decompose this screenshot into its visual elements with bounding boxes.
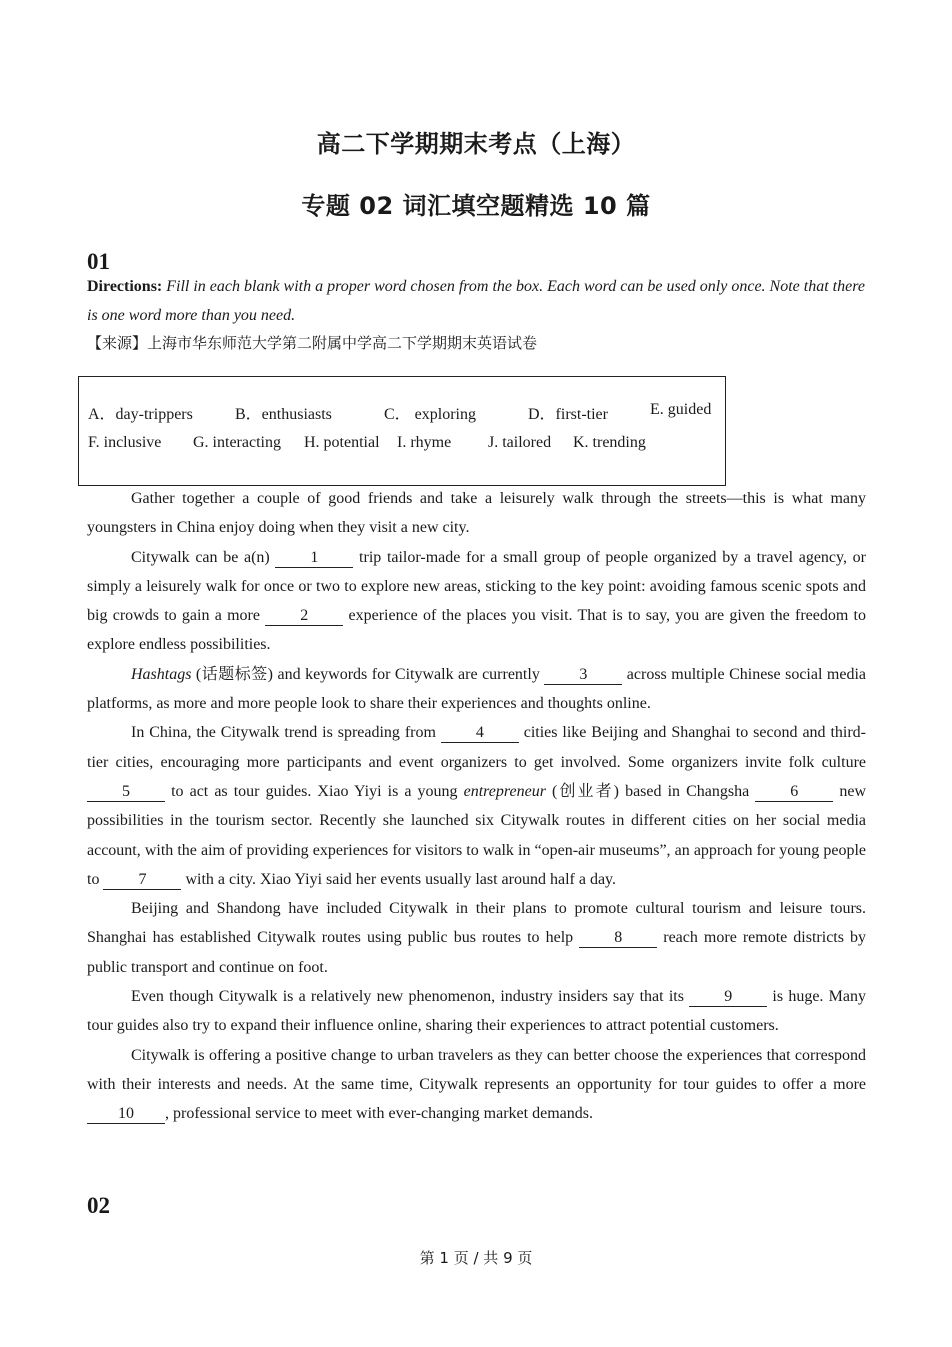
paragraph-text: In China, the Citywalk trend is spreading from — [131, 724, 441, 742]
paragraph — [87, 543, 866, 660]
directions — [87, 272, 867, 330]
blank-4[interactable]: 4 — [441, 724, 519, 743]
option-d: D．first-tier — [528, 406, 608, 423]
blank-2[interactable]: 2 — [265, 607, 343, 626]
blank-10[interactable]: 10 — [87, 1105, 165, 1124]
paragraph-text: cities like Beijing and Shanghai to second and third-tier cities, encouraging more participants and event organizers to get involved. Some organizers invite folk culture — [87, 724, 867, 771]
paragraph-text: to act as tour guides. Xiao Yiyi is a young — [165, 782, 464, 800]
paragraph-text: Gather together a couple of good friends and take a leisurely walk through the streets—this is what many youngsters in China enjoy doing when they visit a new city. — [87, 490, 866, 537]
directions-text: Fill in each blank with a proper word chosen from the box. Each word can be used only once. Note that there is one word more than you need. — [87, 278, 865, 324]
paragraph-text: (创业者) based in Changsha — [545, 782, 756, 800]
paragraph-text: Even though Citywalk is a relatively new phenomenon, industry insiders say that its — [131, 988, 690, 1006]
italic-term: Hashtags — [131, 665, 192, 683]
paragraph — [87, 894, 866, 982]
paragraph-text: new possibilities in the tourism sector. Recently she launched six Citywalk routes in different cities on her social media account, with the aim of providing experiences for visitors to walk in “open-air museums”, an approach for young people to — [87, 782, 866, 888]
paragraph — [87, 1041, 866, 1129]
option-k: K. trending — [573, 434, 646, 451]
paragraph-text: trip tailor-made for a small group of people organized by a travel agency, or simply a leisurely walk for once or two to explore new areas, sticking to the key point: avoiding famous scenic spots and big crowds to gain a more — [87, 548, 866, 625]
paragraph — [87, 660, 866, 719]
blank-7[interactable]: 7 — [103, 871, 181, 890]
option-e: E. guided — [650, 401, 712, 418]
option-a: A．day-trippers — [88, 406, 193, 423]
option-f: F. inclusive — [88, 434, 162, 451]
option-h: H. potential — [304, 434, 380, 451]
section-number-02: 02 — [87, 1193, 110, 1218]
word-box — [78, 376, 726, 486]
paragraph-text: across multiple Chinese social media platforms, as more and more people look to share their experiences and thoughts online. — [87, 665, 866, 713]
paragraph-text: Citywalk is offering a positive change to urban travelers as they can better choose the experiences that correspond with their interests and needs. At the same time, Citywalk represents an opportunity for tour guides to offer a more — [87, 1046, 866, 1093]
paragraph — [87, 982, 866, 1041]
page-footer: 第 1 页 / 共 9 页 — [419, 1249, 533, 1267]
paragraph-text: Citywalk can be a(n) — [131, 548, 276, 566]
section-number-01: 01 — [87, 249, 110, 274]
article-body — [87, 484, 866, 1129]
paragraph — [87, 484, 866, 543]
blank-1[interactable]: 1 — [275, 549, 353, 568]
option-b: B．enthusiasts — [235, 406, 332, 423]
paragraph-text: is huge. Many tour guides also try to expand their influence online, sharing their experiences to attract potential customers. — [87, 988, 866, 1035]
paragraph-text: experience of the places you visit. That is to say, you are given the freedom to explore endless possibilities. — [87, 607, 867, 654]
blank-5[interactable]: 5 — [87, 783, 165, 802]
blank-3[interactable]: 3 — [544, 666, 622, 685]
page-subtitle: 专题 02 词汇填空题精选 10 篇 — [301, 192, 651, 220]
paragraph-text: with a city. Xiao Yiyi said her events usually last around half a day. — [181, 870, 617, 888]
italic-term: entrepreneur — [463, 782, 546, 800]
source-line: 【来源】上海市华东师范大学第二附属中学高二下学期期末英语试卷 — [87, 334, 538, 352]
option-g: G. interacting — [193, 434, 281, 451]
paragraph-text: (话题标签) and keywords for Citywalk are currently — [191, 665, 545, 683]
paragraph-text: , professional service to meet with ever-changing market demands. — [165, 1105, 593, 1123]
blank-6[interactable]: 6 — [755, 783, 833, 802]
page-title: 高二下学期期末考点（上海） — [316, 130, 636, 158]
blank-8[interactable]: 8 — [579, 929, 657, 948]
blank-9[interactable]: 9 — [689, 988, 767, 1007]
paragraph-text: Beijing and Shandong have included Citywalk in their plans to promote cultural tourism and leisure tours. Shanghai has established Citywalk routes using public bus routes to help — [87, 900, 866, 947]
option-c: C． exploring — [384, 406, 476, 423]
option-i: I. rhyme — [397, 434, 452, 451]
option-j: J. tailored — [488, 434, 552, 451]
directions-label: Directions: — [87, 278, 163, 295]
paragraph-text: reach more remote districts by public transport and continue on foot. — [87, 929, 867, 976]
paragraph — [87, 718, 866, 894]
